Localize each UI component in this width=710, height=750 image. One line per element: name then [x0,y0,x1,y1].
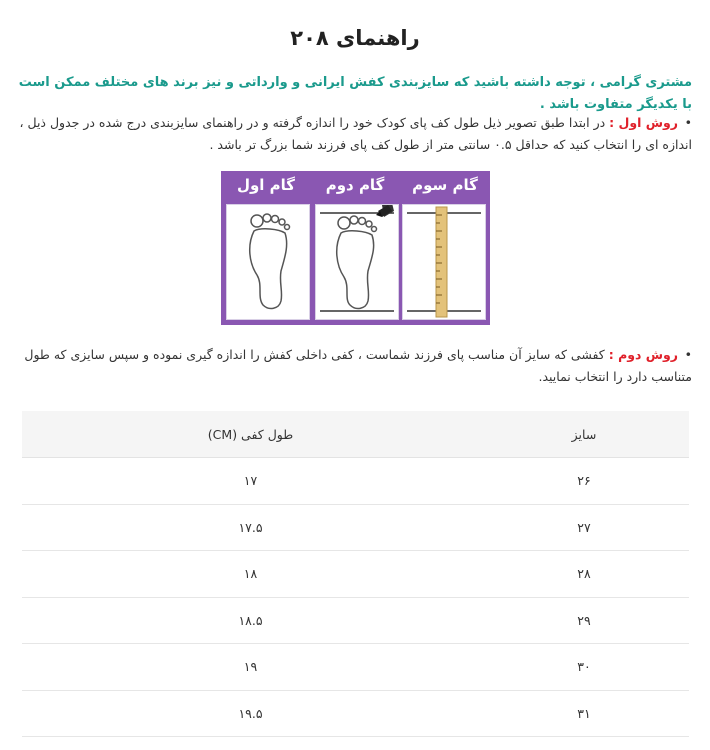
size-cell: ۳۱ [577,705,591,721]
foot-measure-icon [316,205,398,319]
length-cell: ۱۸ [243,566,258,582]
size-cell: ۲۸ [577,566,591,582]
method-two-item [18,344,692,388]
measurement-guide-image [221,171,490,325]
table-row [22,458,689,505]
header-size: سایز [571,426,597,442]
table-row [22,505,689,552]
ruler-icon [403,205,485,319]
size-cell: ۲۶ [577,473,591,489]
step-three-label: گام سوم [412,176,478,194]
foot-outline-icon [227,205,309,319]
pencil-icon [376,205,394,217]
length-cell: ۱۹.۵ [238,705,263,721]
table-row [22,551,689,598]
length-cell: ۱۷.۵ [238,519,263,535]
intro-notice: مشتری گرامی ، توجه داشته باشید که سایزبندی کفش ایرانی و وارداتی و نیز برند های مختلف ممکن است با یکدیگر متفاوت باشد . [18,75,692,112]
size-cell: ۲۹ [577,612,591,628]
length-cell: ۱۷ [243,473,258,489]
bullet-icon: • [684,115,692,130]
table-row [22,691,689,738]
step-one-panel [226,204,310,320]
page-title: راهنمای ۲۰۸ [290,26,420,50]
length-cell: ۱۸.۵ [238,612,263,628]
method-two-text: کفشی که سایز آن مناسب پای فرزند شماست ، کفی داخلی کفش را اندازه گیری نموده و سپس سایزی که طول متناسب دارد را انتخاب نمایید. [24,347,692,384]
method-one-text: در ابتدا طبق تصویر ذیل طول کف پای کودک خود را اندازه گرفته و در راهنمای سایزبندی درج شده در جدول ذیل ، اندازه ای را انتخاب کنید که حداقل ۰.۵ سانتی متر از طول کف پای فرزند شما بزرگ تر باشد . [19,115,692,152]
table-row [22,644,689,691]
table-row [22,598,689,645]
size-cell: ۳۰ [577,659,591,675]
method-one-item [18,112,692,156]
size-cell: ۲۷ [577,519,591,535]
method-one-lead: روش اول : [609,115,678,130]
bullet-icon: • [684,347,692,362]
step-three-panel [402,204,486,320]
length-cell: ۱۹ [243,659,258,675]
size-table [22,411,689,737]
step-one-label: گام اول [236,176,296,194]
size-table-header [22,411,689,458]
step-two-label: گام دوم [325,176,385,194]
header-length: طول کفی (CM) [207,426,294,442]
method-two-lead: روش دوم : [608,347,678,362]
step-two-panel [315,204,399,320]
